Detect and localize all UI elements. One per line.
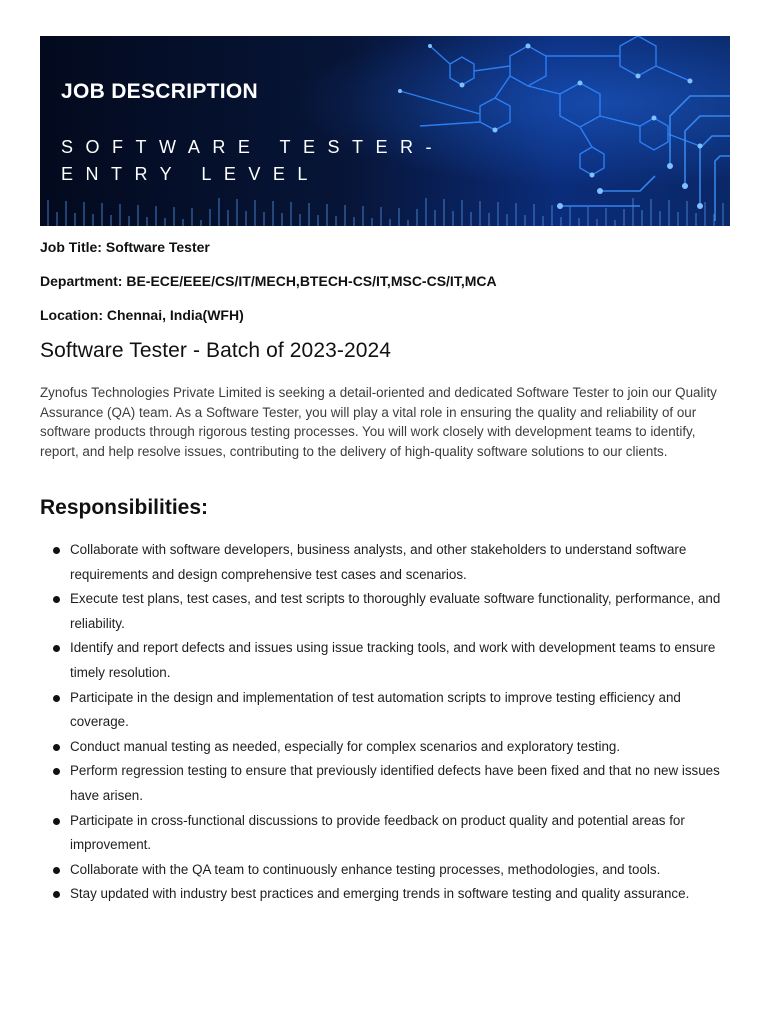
responsibility-text: Conduct manual testing as needed, especially for complex scenarios and exploratory testing. [70,738,621,754]
responsibility-text: Participate in cross-functional discussions to provide feedback on product quality and potential areas for improvement. [70,812,685,853]
circuit-background-graphic [40,36,730,226]
header-banner [40,36,730,226]
department-line: Department: BE-ECE/EEE/CS/IT/MECH,BTECH-CS/IT,MSC-CS/IT,MCA [40,273,497,289]
responsibility-text: Perform regression testing to ensure that previously identified defects have been fixed and that no new issues have arisen. [70,763,720,803]
banner-subtitle [61,134,481,188]
responsibility-item [40,686,732,735]
responsibility-item [40,858,732,883]
responsibility-item [40,636,732,685]
responsibility-text: Collaborate with the QA team to continuously enhance testing processes, methodologies, and tools. [70,861,661,877]
banner-subtitle-line2: ENTRY LEVEL [61,164,320,184]
bullet-icon [53,891,60,898]
bullet-icon [53,596,60,603]
responsibility-text: Participate in the design and implementation of test automation scripts to improve testing efficiency and coverage. [70,689,681,730]
intro-paragraph: Zynofus Technologies Private Limited is seeking a detail-oriented and dedicated Software Tester to join our Quality Assurance (QA) team. As a Software Tester, you will play a vital role in ensuring the quality and reliability of our software products through rigorous testing processes. You will work closely with development teams to identify, report, and help resolve issues, contributing to the delivery of high-quality software solutions to our clients. [40,385,717,459]
bullet-icon [53,547,60,554]
responsibility-item [40,735,732,760]
bullet-icon [53,867,60,874]
responsibilities-heading: Responsibilities: [40,496,209,519]
responsibility-text: Execute test plans, test cases, and test scripts to thoroughly evaluate software functionality, performance, and reliability. [70,591,721,631]
banner-title: JOB DESCRIPTION [61,80,259,103]
batch-heading: Software Tester - Batch of 2023-2024 [40,339,392,362]
location-line: Location: Chennai, India(WFH) [40,307,244,323]
responsibility-text: Stay updated with industry best practices and emerging trends in software testing and quality assurance. [70,886,690,902]
banner-subtitle-line1: SOFTWARE TESTER- [61,137,445,157]
bullet-icon [53,695,60,702]
responsibilities-list [40,538,732,907]
bullet-icon [53,744,60,751]
bullet-icon [53,645,60,652]
bullet-icon [53,818,60,825]
responsibility-item [40,759,732,808]
responsibility-item [40,809,732,858]
responsibility-item [40,538,732,587]
responsibility-item [40,882,732,907]
responsibility-text: Identify and report defects and issues using issue tracking tools, and work with development teams to ensure timely resolution. [70,640,716,680]
bullet-icon [53,768,60,775]
responsibility-text: Collaborate with software developers, business analysts, and other stakeholders to understand software requirements and design comprehensive test cases and scenarios. [70,542,687,582]
job-title-line: Job Title: Software Tester [40,239,210,255]
responsibility-item [40,587,732,636]
